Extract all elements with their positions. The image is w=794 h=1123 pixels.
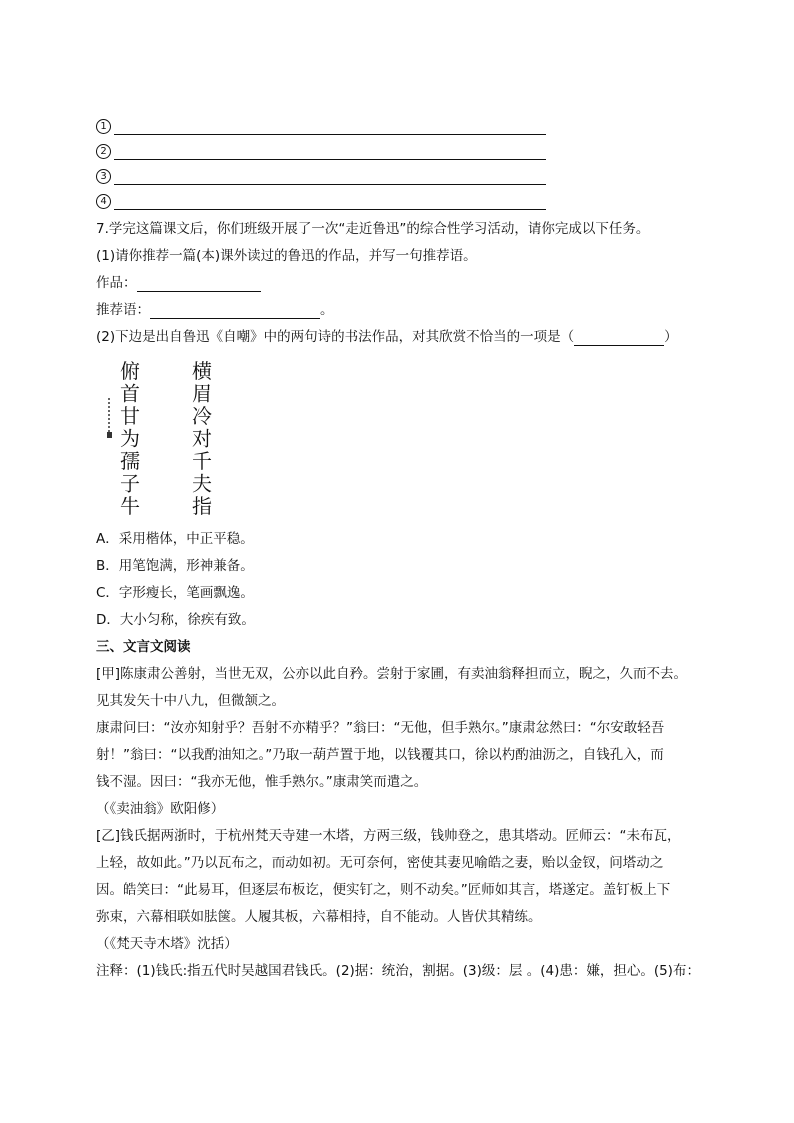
yi-source: （《梵天寺木塔》沈括） — [96, 936, 238, 952]
calligraphy-artwork — [106, 358, 246, 520]
answer-blank-3[interactable] — [96, 169, 111, 187]
q7-part1: (1)请你推荐一篇(本)课外读过的鲁迅的作品，并写一句推荐语。 — [96, 248, 477, 264]
option-d: D．大小匀称，徐疾有致。 — [96, 612, 255, 628]
q7-part2 — [96, 328, 678, 346]
jia-line-5: 钱不湿。因曰：“我亦无他，惟手熟尔。”康肃笑而遣之。 — [96, 774, 428, 790]
option-b: B．用笔饱满，形神兼备。 — [96, 558, 254, 574]
recommend-row — [96, 301, 334, 319]
option-a: A．采用楷体，中正平稳。 — [96, 531, 254, 547]
yi-line-1: [乙]钱氏据两浙时，于杭州梵天寺建一木塔，方两三级，钱帅登之，患其塔动。匠师云：“未布瓦， — [96, 828, 681, 844]
work-blank[interactable] — [137, 276, 261, 292]
jia-source: （《卖油翁》欧阳修） — [96, 801, 225, 817]
recommend-label: 推荐语： — [96, 302, 150, 318]
work-row — [96, 274, 261, 292]
calligraphy-right-char-4: 对 — [192, 426, 212, 451]
calligraphy-left-char-2: 首 — [120, 381, 140, 406]
underline-2 — [114, 159, 546, 160]
calligraphy-right-char-7: 指 — [192, 494, 212, 518]
section3-heading: 三、文言文阅读 — [96, 639, 191, 655]
answer-blank-4[interactable] — [96, 194, 111, 212]
underline-4 — [114, 209, 546, 210]
part2-end: ） — [664, 329, 678, 345]
calligraphy-right-char-3: 冷 — [192, 404, 212, 428]
calligraphy-right-char-1: 横 — [192, 359, 212, 383]
marker-2: 2 — [96, 144, 111, 159]
calligraphy-left-char-3: 甘 — [120, 404, 140, 428]
calligraphy-left-char-7: 牛 — [120, 494, 140, 518]
yi-line-2: 上轻，故如此。”乃以瓦布之，而动如初。无可奈何，密使其妻见喻皓之妻，贻以金钗，问塔动之 — [96, 855, 664, 871]
calligraphy-svg — [106, 358, 246, 520]
underline-3 — [114, 184, 546, 185]
calligraphy-right-char-5: 千 — [192, 449, 212, 473]
jia-line-4: 射！”翁曰：“以我酌油知之。”乃取一葫芦置于地，以钱覆其口，徐以杓酌油沥之，自钱孔入，而 — [96, 747, 664, 763]
yi-line-3: 因。皓笑曰：“此易耳，但逐层布板讫，便实钉之，则不动矣。”匠师如其言，塔遂定。盖钉板上下 — [96, 882, 671, 898]
jia-line-3: 康肃问曰：“汝亦知射乎？吾射不亦精乎？”翁曰：“无他，但手熟尔。”康肃忿然曰：“尔安敢轻吾 — [96, 720, 665, 736]
underline-1 — [114, 134, 546, 135]
marker-4: 4 — [96, 194, 111, 209]
work-label: 作品： — [96, 275, 137, 291]
option-c: C．字形瘦长，笔画飘逸。 — [96, 585, 254, 601]
jia-line-2: 见其发矢十中八九，但微颔之。 — [96, 693, 285, 709]
calligraphy-left-char-4: 为 — [120, 426, 140, 451]
answer-blank-2[interactable] — [96, 144, 111, 162]
yi-line-4: 弥束，六幕相联如胠箧。人履其板，六幕相持，自不能动。人皆伏其精练。 — [96, 909, 542, 925]
part2-blank[interactable] — [574, 330, 664, 346]
calligraphy-right-char-6: 夫 — [192, 471, 212, 496]
marker-3: 3 — [96, 169, 111, 184]
recommend-blank[interactable] — [150, 303, 320, 319]
part2-text: (2)下边是出自鲁迅《自嘲》中的两句诗的书法作品，对其欣赏不恰当的一项是（ — [96, 329, 575, 345]
calligraphy-left-char-6: 子 — [120, 471, 140, 496]
seal-inscription — [107, 398, 112, 438]
notes: 注释：(1)钱氏:指五代时吴越国君钱氏。(2)据：统治，割据。(3)级：层 。(4)患：嫌，担心。(5)布： — [96, 963, 700, 979]
recommend-end: 。 — [320, 302, 334, 318]
answer-blank-1[interactable] — [96, 119, 111, 137]
calligraphy-left-char-1: 俯 — [120, 359, 140, 383]
calligraphy-left-char-5: 孺 — [120, 449, 140, 473]
q7-stem: 7.学完这篇课文后，你们班级开展了一次“走近鲁迅”的综合性学习活动，请你完成以下任务。 — [96, 221, 650, 237]
marker-1: 1 — [96, 119, 111, 134]
calligraphy-right-char-2: 眉 — [192, 381, 212, 406]
jia-line-1: [甲]陈康肃公善射，当世无双，公亦以此自矜。尝射于家圃，有卖油翁释担而立，睨之，久而不去。 — [96, 666, 688, 682]
